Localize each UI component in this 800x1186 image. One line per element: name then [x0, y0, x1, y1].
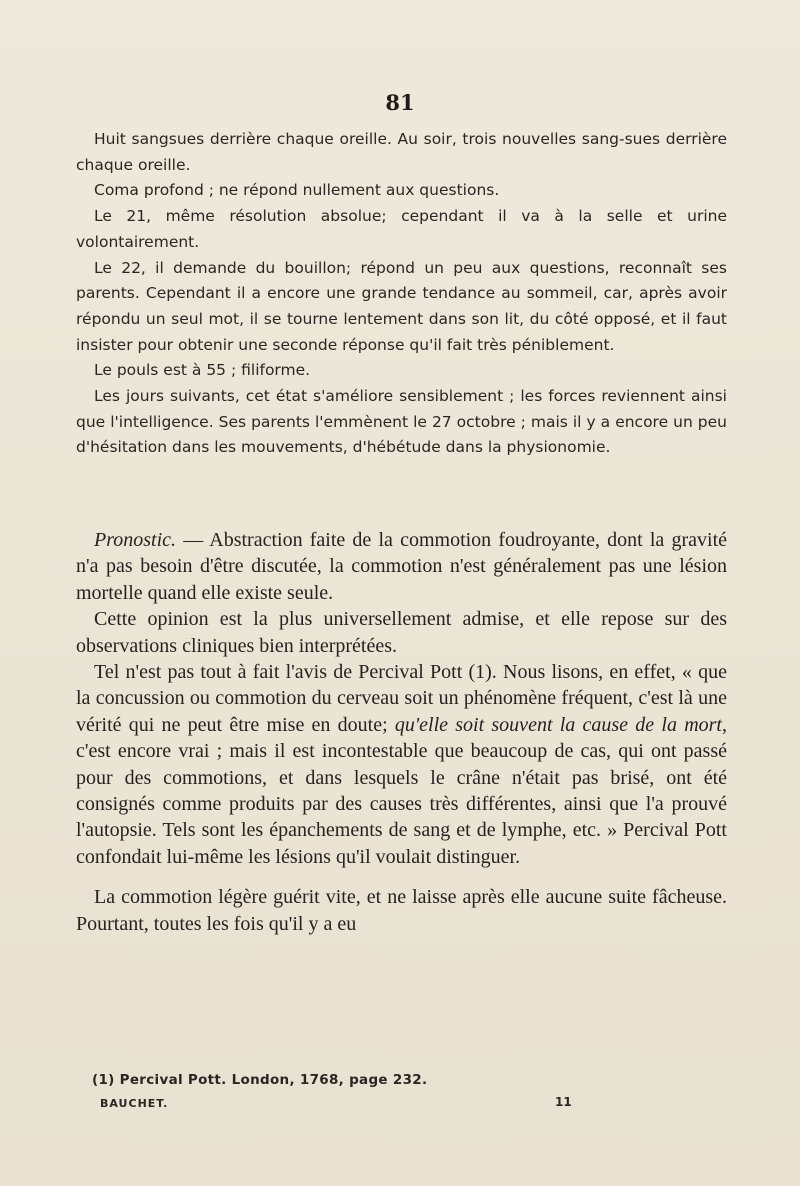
- paragraph: Le 22, il demande du bouillon; répond un peu aux questions, reconnaît ses parents. Cependant il a encore une grande tendance au sommeil, car, après avoir répondu un seul mot, il se tourne lentement dans son lit, du côté opposé, et il faut insister pour obtenir une seconde réponse qu'il fait très péniblement.: [76, 258, 727, 354]
- paragraph: Huit sangsues derrière chaque oreille. Au soir, trois nouvelles sang-sues derrière chaque oreille.: [76, 130, 727, 174]
- pronostic-text: — Abstraction faite de la commotion foudroyante, dont la gravité n'a pas besoin d'être discutée, la commotion n'est généralement pas une lésion mortelle quand elle existe seule.: [76, 529, 727, 604]
- pronostic-section: [76, 527, 727, 937]
- page-number: 81: [385, 90, 415, 115]
- printer-signature: BAUCHET.: [100, 1097, 169, 1110]
- paragraph: Coma profond ; ne répond nullement aux questions.: [94, 181, 500, 200]
- pott-text-italic: qu'elle soit souvent la cause de la mort: [394, 713, 722, 736]
- pott-paragraph: [76, 659, 727, 870]
- pott-text-after: , c'est encore vrai ; mais il est incontestable que beaucoup de cas, qui ont passé pour des commotions, et dans lesquels le crâne n'était pas brisé, ont été consignés comme produits par des causes très différentes, ainsi que l'a prouvé l'autopsie. Tels sont les épanchements de sang et de lymphe, etc. » Percival Pott confondait lui-même les lésions qu'il voulait distinguer.: [76, 713, 727, 868]
- paragraph: Le 21, même résolution absolue; cependant il va à la selle et urine volontairement.: [76, 207, 727, 251]
- footnote: (1) Percival Pott. London, 1768, page 232.: [92, 1072, 428, 1088]
- paragraph: La commotion légère guérit vite, et ne laisse après elle aucune suite fâcheuse. Pourtant, toutes les fois qu'il y a eu: [76, 886, 727, 935]
- paragraph: Le pouls est à 55 ; filiforme.: [94, 361, 311, 380]
- pronostic-label: Pronostic.: [94, 529, 177, 551]
- pott-text-before: Tel n'est pas tout à fait l'avis de Percival Pott (1). Nous lisons, en effet, « que la concussion ou commotion du cerveau soit un phénomène fréquent, c'est là une vérité qui ne peut être mise en doute;: [76, 661, 727, 736]
- paragraph: Les jours suivants, cet état s'améliore sensiblement ; les forces reviennent ainsi que l'intelligence. Ses parents l'emmènent le 27 octobre ; mais il y a encore un peu d'hésitation dans les mouvements, d'hébétude dans la physionomie.: [76, 387, 727, 457]
- paragraph: Cette opinion est la plus universellement admise, et elle repose sur des observations cliniques bien interprétées.: [76, 608, 727, 657]
- pronostic-paragraph: [76, 527, 727, 606]
- case-notes: [76, 127, 727, 461]
- sheet-number: 11: [555, 1095, 572, 1109]
